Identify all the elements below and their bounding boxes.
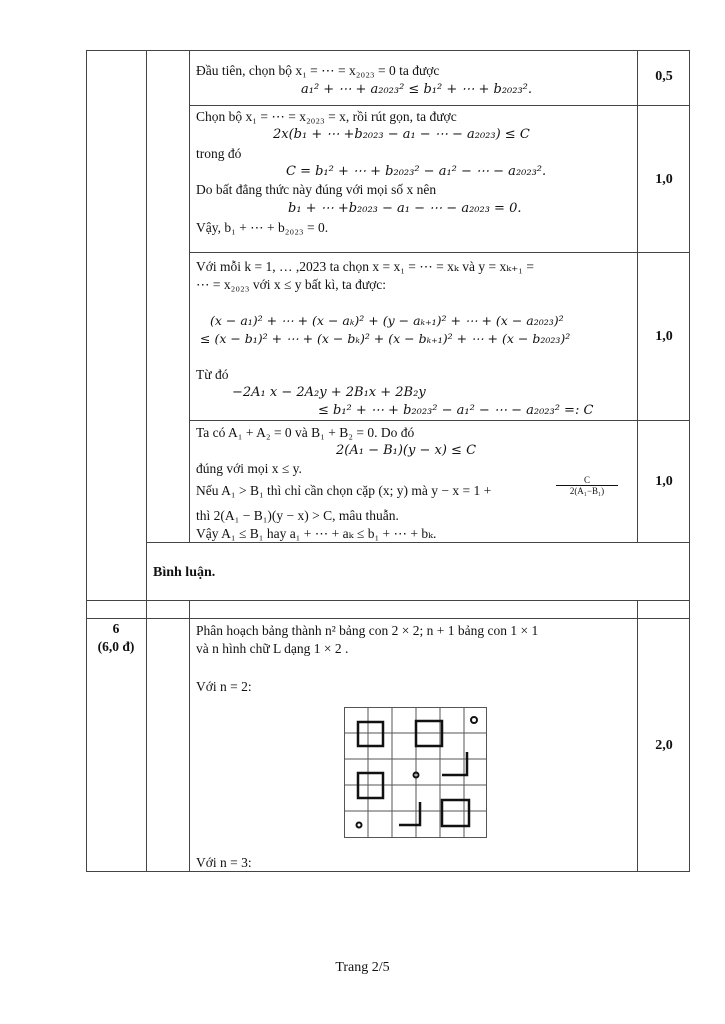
answer-table <box>86 50 690 872</box>
single-cell-3 <box>357 823 362 828</box>
row-line-5 <box>86 600 690 601</box>
r4-line1: Ta có A₁ + A₂ = 0 và B₁ + B₂ = 0. Do đó <box>196 425 415 440</box>
r2-line3: trong đó <box>196 146 242 161</box>
r4-fraction <box>556 475 618 496</box>
q6-points: (6,0 đ) <box>97 639 135 654</box>
comment-label: Bình luận. <box>153 565 216 580</box>
r4-line3: đúng với mọi x ≤ y. <box>196 461 302 476</box>
r2-line4: C = b₁² + ⋯ + b₂₀₂₃² − a₁² − ⋯ − a₂₀₂₃². <box>286 164 547 179</box>
col-divider-3a <box>637 50 638 542</box>
r1-line2: a₁² + ⋯ + a₂₀₂₃² ≤ b₁² + ⋯ + b₂₀₂₃². <box>301 82 533 97</box>
r2-line1: Chọn bộ x₁ = ⋯ = x₂₀₂₃ = x, rồi rút gọn, ta được <box>196 109 457 124</box>
q6-score: 2,0 <box>655 738 673 753</box>
r3-line2: ⋯ = x₂₀₂₃ với x ≤ y bất kì, ta được: <box>196 277 387 292</box>
r2-line6: b₁ + ⋯ +b₂₀₂₃ − a₁ − ⋯ − a₂₀₂₃ = 0. <box>288 201 522 216</box>
r4-line2: 2(A₁ − B₁)(y − x) ≤ C <box>336 443 477 458</box>
partition-figure <box>344 707 488 839</box>
row-line-top <box>86 50 690 51</box>
q6-line3: Với n = 2: <box>196 679 252 694</box>
r3-line6: −2A₁ x − 2A₂y + 2B₁x + 2B₂y <box>232 385 426 400</box>
row-line-bottom <box>86 871 690 872</box>
r3-line5: Từ đó <box>196 367 229 382</box>
r3-score: 1,0 <box>655 329 673 344</box>
col-divider-2b <box>189 600 190 872</box>
r3-line4: ≤ (x − b₁)² + ⋯ + (x − bₖ)² + (x − bₖ₊₁)² + ⋯ + (x − b₂₀₂₃)² <box>200 331 571 346</box>
q6-line1: Phân hoạch bảng thành n² bảng con 2 × 2; n + 1 bảng con 1 × 1 <box>196 623 539 638</box>
r4-line5: thì 2(A₁ − B₁)(y − x) > C, mâu thuẫn. <box>196 508 399 523</box>
col-divider-1 <box>146 50 147 872</box>
l-shape-2 <box>399 802 420 825</box>
row-line-4 <box>146 542 690 543</box>
r4-line4a: Nếu A₁ > B₁ thì chỉ cần chọn cặp (x; y) mà y − x = 1 + <box>196 483 492 498</box>
square-2x2-4 <box>442 800 469 826</box>
col-divider-3b <box>637 600 638 872</box>
r2-score: 1,0 <box>655 172 673 187</box>
r4-line6: Vậy A₁ ≤ B₁ hay a₁ + ⋯ + aₖ ≤ b₁ + ⋯ + bₖ. <box>196 526 437 541</box>
r3-line1: Với mỗi k = 1, … ,2023 ta chọn x = x₁ = ⋯ = xₖ và y = xₖ₊₁ = <box>196 259 534 274</box>
r1-score: 0,5 <box>655 69 673 84</box>
r2-line2: 2x(b₁ + ⋯ +b₂₀₂₃ − a₁ − ⋯ − a₂₀₂₃) ≤ C <box>273 127 530 142</box>
r4-frac-den: 2(A₁−B₁) <box>569 486 605 496</box>
r2-line5: Do bất đẳng thức này đúng với mọi số x nên <box>196 182 437 197</box>
row-line-2 <box>189 252 690 253</box>
r3-line7: ≤ b₁² + ⋯ + b₂₀₂₃² − a₁² − ⋯ − a₂₀₂₃² =: C <box>318 403 594 418</box>
r4-frac-num: C <box>556 475 618 486</box>
q6-line4: Với n = 3: <box>196 855 252 870</box>
r2-line7: Vậy, b₁ + ⋯ + b₂₀₂₃ = 0. <box>196 220 329 235</box>
square-2x2-1 <box>358 722 383 746</box>
q6-number: 6 <box>112 621 120 636</box>
row-line-3 <box>189 420 690 421</box>
single-cell-1 <box>471 717 477 723</box>
col-divider-2a <box>189 50 190 542</box>
r3-line3: (x − a₁)² + ⋯ + (x − aₖ)² + (y − aₖ₊₁)² + ⋯ + (x − a₂₀₂₃)² <box>210 313 564 328</box>
l-shape-1 <box>442 752 467 775</box>
r4-score: 1,0 <box>655 474 673 489</box>
row-line-1 <box>189 105 690 106</box>
r1-line1: Đầu tiên, chọn bộ x₁ = ⋯ = x₂₀₂₃ = 0 ta được <box>196 63 440 78</box>
page-footer: Trang 2/5 <box>335 960 390 975</box>
row-line-6 <box>86 618 690 619</box>
table-left-border <box>86 50 87 872</box>
q6-line2: và n hình chữ L dạng 1 × 2 . <box>196 641 349 656</box>
